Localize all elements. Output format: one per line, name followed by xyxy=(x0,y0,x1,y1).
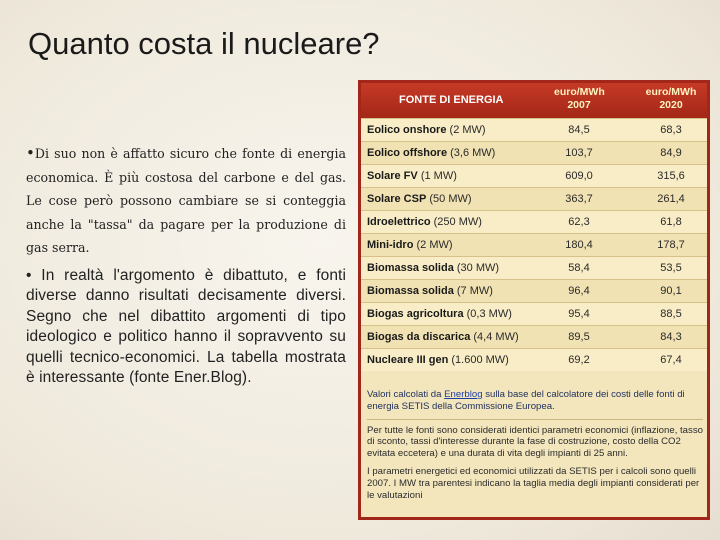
row-value-2007: 96,4 xyxy=(568,285,590,297)
note-1 xyxy=(367,389,703,413)
header-col-2020-unit: euro/MWh xyxy=(645,86,697,98)
header-col-2020 xyxy=(641,86,701,112)
row-source-size: (50 MW) xyxy=(429,193,472,205)
row-value-2007: 84,5 xyxy=(568,124,590,136)
note-3: I parametri energetici ed economici utilizzati da SETIS per i calcoli sono quelli 2007. I MW tra parentesi indicano la taglia media degli impianti considerati per le valutazioni xyxy=(367,465,700,501)
row-value-2007: 609,0 xyxy=(565,170,593,182)
note-2: Per tutte le fonti sono considerati identici parametri economici (inflazione, tasso di sconto, tassi d'interesse durante la fase di costruzione, costo della CO2 evitata eccetera) e una durata di vita degli impianti di 25 anni. xyxy=(367,424,703,460)
row-value-2020: 88,5 xyxy=(660,308,682,320)
row-source-name: Biomassa solida xyxy=(367,285,454,297)
row-source-name: Nucleare III gen xyxy=(367,354,449,366)
text-column xyxy=(26,142,346,389)
bullet-dot-icon: • xyxy=(26,266,42,284)
row-source xyxy=(367,216,482,228)
page-title: Quanto costa il nucleare? xyxy=(28,26,380,61)
row-source xyxy=(367,331,519,343)
table-notes xyxy=(367,389,703,507)
table-row xyxy=(361,118,707,141)
row-source-size: (1.600 MW) xyxy=(451,354,509,366)
header-col-2007-unit: euro/MWh xyxy=(554,86,605,98)
row-source xyxy=(367,170,457,182)
row-value-2007: 62,3 xyxy=(568,216,590,228)
row-value-2007: 69,2 xyxy=(568,354,590,366)
row-value-2020: 67,4 xyxy=(660,354,682,366)
bullet-1 xyxy=(26,142,346,260)
row-value-2007: 95,4 xyxy=(568,308,590,320)
table-row xyxy=(361,348,707,371)
notes-divider xyxy=(367,419,703,420)
row-value-2007: 180,4 xyxy=(565,239,593,251)
row-source xyxy=(367,193,472,205)
row-source-name: Idroelettrico xyxy=(367,216,431,228)
row-source-name: Solare CSP xyxy=(367,193,427,205)
table-row xyxy=(361,256,707,279)
row-source-name: Biogas da discarica xyxy=(367,331,471,343)
row-source-size: (2 MW) xyxy=(449,124,486,136)
table-row xyxy=(361,187,707,210)
table-row xyxy=(361,279,707,302)
bullet-2 xyxy=(26,266,346,389)
row-source-size: (250 MW) xyxy=(433,216,482,228)
table-row xyxy=(361,325,707,348)
row-value-2007: 58,4 xyxy=(568,262,590,274)
note-1-post: sulla base del calcolatore dei costi delle fonti di energia SETIS della Commissione Europea. xyxy=(367,389,685,412)
row-source-size: (2 MW) xyxy=(416,239,453,251)
row-source xyxy=(367,239,453,251)
row-source xyxy=(367,354,509,366)
row-source-size: (30 MW) xyxy=(456,262,500,274)
bullet-2-text: In realtà l'argomento è dibattuto, e fonti diverse danno risultati decisamente diversi. Segno che nel dibattito argomenti di tipo ideologico e politico hanno il sopravvento su quelli tecnico-economici. La tabella mostrata è interessante (fonte Ener.Blog). xyxy=(26,266,346,386)
row-source xyxy=(367,285,493,297)
table-row xyxy=(361,233,707,256)
table-row xyxy=(361,141,707,164)
row-source-name: Biomassa solida xyxy=(367,262,454,274)
header-col-2020-year: 2020 xyxy=(659,99,683,111)
table-header xyxy=(361,83,707,118)
row-value-2007: 89,5 xyxy=(568,331,590,343)
row-value-2007: 103,7 xyxy=(565,147,593,159)
row-value-2020: 261,4 xyxy=(657,193,685,205)
row-source xyxy=(367,124,486,136)
row-source-name: Solare FV xyxy=(367,170,418,182)
row-value-2020: 84,9 xyxy=(660,147,682,159)
row-source xyxy=(367,147,495,159)
row-source-size: (3,6 MW) xyxy=(450,147,496,159)
row-source xyxy=(367,308,512,320)
row-source-name: Eolico offshore xyxy=(367,147,448,159)
row-value-2020: 90,1 xyxy=(660,285,682,297)
row-value-2020: 53,5 xyxy=(660,262,682,274)
row-value-2020: 315,6 xyxy=(657,170,685,182)
header-col-2007-year: 2007 xyxy=(567,99,591,111)
table-body xyxy=(361,118,707,371)
row-source-size: (0,3 MW) xyxy=(466,308,512,320)
table-row xyxy=(361,164,707,187)
row-source-size: (1 MW) xyxy=(420,170,457,182)
row-source-name: Mini-idro xyxy=(367,239,414,251)
row-source-size: (4,4 MW) xyxy=(473,331,519,343)
row-value-2020: 68,3 xyxy=(660,124,682,136)
row-value-2020: 178,7 xyxy=(657,239,685,251)
note-1-pre: Valori calcolati da xyxy=(367,389,445,400)
header-col-2007 xyxy=(554,86,604,112)
table-row xyxy=(361,302,707,325)
row-source xyxy=(367,262,499,274)
table-row xyxy=(361,210,707,233)
bullet-dot-icon: • xyxy=(26,144,35,162)
bullet-1-text: Di suo non è affatto sicuro che fonte di energia economica. È più costosa del carbone e del gas. Le cose però possono cambiare se si conteggia anche la "tassa" da pagare per la produzione di gas serra. xyxy=(26,146,346,255)
row-source-size: (7 MW) xyxy=(456,285,493,297)
energy-cost-table xyxy=(358,80,710,520)
row-source-name: Biogas agricoltura xyxy=(367,308,464,320)
row-value-2007: 363,7 xyxy=(565,193,593,205)
header-source: FONTE DI ENERGIA xyxy=(399,94,504,106)
row-source-name: Eolico onshore xyxy=(367,124,447,136)
row-value-2020: 84,3 xyxy=(660,331,682,343)
row-value-2020: 61,8 xyxy=(660,216,682,228)
enerblog-link[interactable]: Enerblog xyxy=(444,389,483,400)
